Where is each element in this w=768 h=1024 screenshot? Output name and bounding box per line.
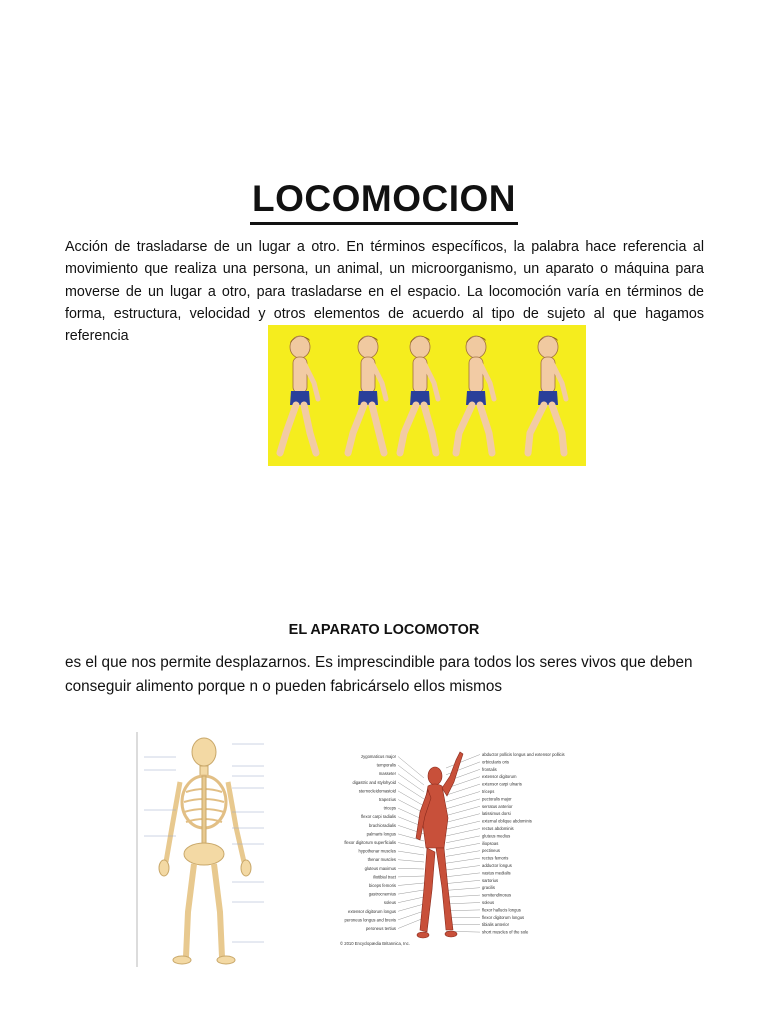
muscle-leader-line — [446, 903, 480, 905]
muscle-label-left: extensor digitorum longus — [348, 908, 396, 914]
muscle-leader-line — [446, 851, 480, 857]
muscle-label-right: serratus anterior — [482, 803, 513, 809]
muscle-leader-line — [446, 866, 480, 871]
muscle-leader-line — [398, 757, 424, 779]
muscle-label-left: brachioradialis — [369, 822, 396, 828]
muscle-label-right: triceps — [482, 789, 495, 794]
muscle-leader-line — [446, 829, 480, 837]
muscle-leader-line — [398, 843, 424, 849]
muscle-leader-line — [446, 806, 480, 815]
muscle-leader-line — [398, 897, 424, 903]
muscle-label-left: sternocleidomastoid — [358, 788, 396, 794]
muscle-label-left: trapezius — [379, 797, 396, 802]
muscle-leader-line — [398, 774, 424, 792]
muscle-label-left: biceps femoris — [369, 883, 396, 888]
muscle-leader-line — [446, 821, 480, 829]
muscle-label-left: flexor digitorum superficialis — [344, 840, 396, 845]
muscle-label-right: rectus femoris — [482, 855, 509, 861]
muscle-leader-line — [398, 791, 424, 806]
muscle-label-right: pectoralis major — [482, 796, 512, 802]
muscle-label-left: zygomaticus major — [361, 754, 396, 759]
muscle-leader-line — [446, 910, 480, 911]
walking-child-figure — [280, 336, 318, 453]
walking-sequence-image — [268, 325, 586, 466]
muscle-label-right: flexor digitorum longus — [482, 914, 525, 920]
muscle-label-right: vastus medialis — [482, 870, 511, 876]
muscle-label-left: masseter — [378, 771, 396, 777]
muscle-label-left: peroneus tertius — [365, 926, 396, 931]
muscle-label-right: latissimus dorsi — [482, 811, 511, 817]
muscle-figure-credit: © 2010 Encyclopædia Britannica, Inc. — [340, 941, 410, 946]
muscle-leader-line — [446, 895, 480, 897]
muscle-label-right: sartorius — [482, 877, 499, 883]
muscle-leader-line — [398, 890, 424, 894]
walking-child-figure — [528, 336, 566, 453]
muscle-leader-line — [398, 868, 424, 869]
muscle-leader-line — [398, 860, 424, 862]
muscle-label-right: orbicularis oris — [482, 759, 509, 765]
muscle-label-left: triceps — [383, 805, 396, 811]
muscle-label-right: abductor pollicis longus and extensor pollicis — [482, 752, 565, 757]
walking-children-illustration — [268, 325, 586, 466]
page-title: LOCOMOCION — [250, 178, 518, 225]
muscle-label-right: short muscles of the sole — [482, 929, 529, 935]
section-title: EL APARATO LOCOMOTOR — [288, 622, 480, 638]
muscle-label-right: flexor hallucis longus — [482, 907, 521, 913]
muscle-label-left: digastric and stylohyoid — [352, 779, 396, 785]
muscle-leader-line — [398, 904, 424, 911]
skeleton-illustration — [136, 732, 276, 967]
muscle-leader-line — [398, 883, 424, 886]
muscle-label-right: soleus — [482, 900, 495, 905]
muscle-label-right: gracilis — [482, 885, 496, 891]
muscle-leader-line — [446, 836, 480, 843]
muscle-leader-line — [398, 876, 424, 877]
muscle-label-left: palmaris longus — [366, 831, 396, 837]
walking-child-figure — [400, 336, 438, 453]
muscle-label-right: adductor longus — [482, 863, 512, 868]
muscle-leader-line — [446, 888, 480, 891]
muscle-label-left: temporalis — [376, 762, 396, 768]
muscle-label-right: pectineus — [482, 848, 500, 854]
muscle-label-left: gastrocnemius — [368, 891, 396, 897]
muscle-label-left: flexor carpi radialis — [361, 814, 396, 820]
muscle-label-right: semitendinosus — [482, 892, 512, 898]
muscle-label-right: rectus abdominis — [482, 826, 514, 831]
page-title-wrap — [0, 178, 768, 225]
muscle-label-right: extensor digitorum — [482, 774, 517, 780]
muscle-label-left: thenar muscles — [367, 857, 396, 863]
muscle-leader-line — [446, 755, 480, 769]
muscle-leader-line — [398, 911, 424, 920]
muscle-label-right: frontalis — [482, 766, 497, 772]
muscle-leader-line — [446, 814, 480, 823]
section-paragraph: es el que nos permite desplazarnos. Es imprescindible para todos los seres vivos que deben conseguir alimento porque n o pueden fabricárselo ellos mismos — [65, 654, 693, 695]
muscle-illustration — [332, 748, 565, 948]
intro-paragraph: Acción de trasladarse de un lugar a otro. En términos específicos, la palabra hace referencia al movimiento que realiza una persona, un animal, un microorganismo, un aparato o máquina para moverse de un lugar a otro, para trasladarse en el espacio. La locomoción varía en términos de forma, estructura, velocidad y otros elementos de acuerdo al tipo de sujeto al que hagamos referencia — [65, 239, 704, 345]
muscle-label-right: gluteus medius — [482, 833, 511, 839]
muscle-label-left: peroneus longus and brevis — [344, 917, 396, 923]
muscle-label-right: tibialis anterior — [482, 922, 509, 928]
walking-child-figure — [456, 336, 494, 453]
muscle-leader-line — [398, 851, 424, 855]
muscle-leader-line — [398, 765, 424, 785]
muscle-leader-line — [446, 880, 480, 883]
muscle-leader-line — [446, 873, 480, 877]
muscle-label-left: hypothenar muscles — [358, 848, 396, 854]
image-border — [136, 732, 138, 967]
muscle-leader-line — [398, 782, 424, 799]
muscle-label-left: iliotibial tract — [372, 874, 396, 880]
muscle-label-right: iliopsoas — [482, 840, 499, 846]
muscle-label-left: gluteus maximus — [364, 865, 396, 871]
muscle-figure-image — [332, 748, 565, 948]
skeleton-image — [136, 732, 276, 967]
muscle-label-right: external oblique abdominis — [482, 818, 532, 824]
muscle-leader-line — [446, 843, 480, 849]
muscle-label-right: extensor carpi ulnaris — [482, 781, 522, 787]
muscle-label-left: soleus — [383, 900, 396, 906]
walking-child-figure — [348, 336, 386, 453]
muscle-leader-line — [446, 858, 480, 863]
